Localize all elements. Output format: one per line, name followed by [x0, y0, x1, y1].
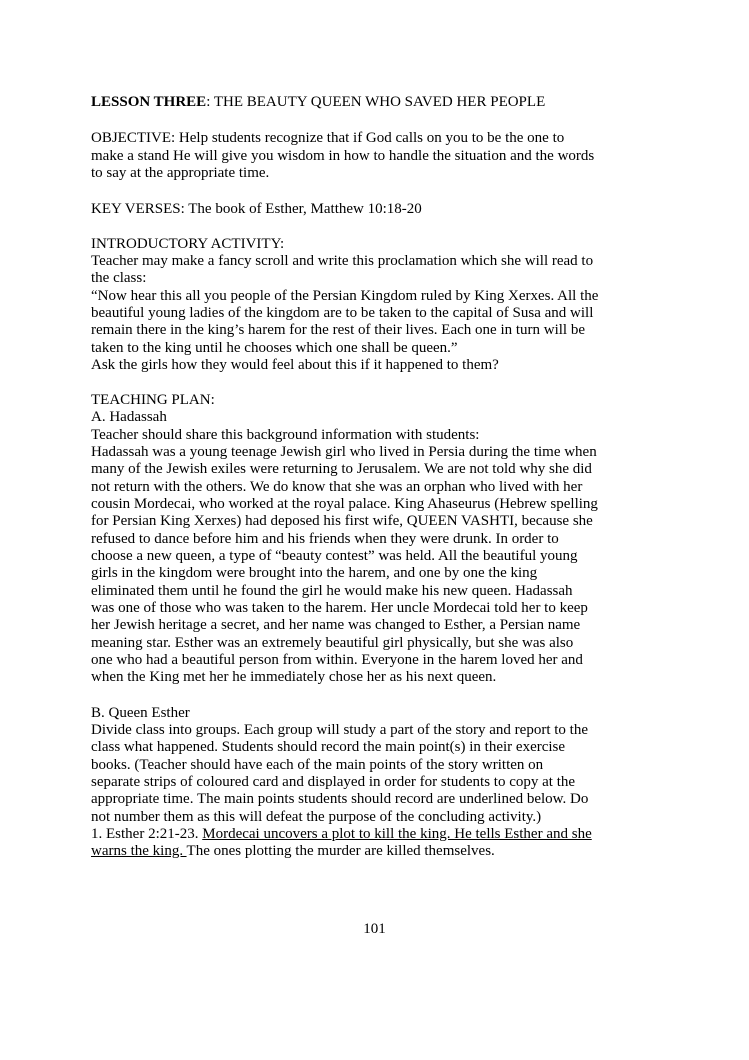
lesson-label: LESSON THREE: [91, 94, 207, 110]
section-a-line: refused to dance before him and his friends when they were drunk. In order to: [91, 531, 559, 547]
section-a-line: Teacher should share this background information with students:: [91, 427, 480, 443]
objective-line: OBJECTIVE: Help students recognize that if God calls on you to be the one to: [91, 130, 565, 146]
item-1-main-point: Mordecai uncovers a plot to kill the king. He tells Esther and she: [202, 826, 592, 842]
introductory-line: Teacher may make a fancy scroll and write this proclamation which she will read to: [91, 253, 594, 269]
section-a-line: her Jewish heritage a secret, and her name was changed to Esther, a Persian name: [91, 617, 581, 633]
section-b-line: separate strips of coloured card and displayed in order for students to copy at the: [91, 774, 576, 790]
section-b-line: appropriate time. The main points students should record are underlined below. Do: [91, 791, 589, 807]
section-a-line: for Persian King Xerxes) had deposed his first wife, QUEEN VASHTI, because she: [91, 513, 593, 529]
section-a-line: many of the Jewish exiles were returning to Jerusalem. We are not told why she did: [91, 461, 592, 477]
section-b-line: not number them as this will defeat the purpose of the concluding activity.): [91, 809, 542, 825]
item-1-line: [91, 843, 495, 860]
lesson-title-text: : THE BEAUTY QUEEN WHO SAVED HER PEOPLE: [206, 94, 546, 110]
section-a-heading: A. Hadassah: [91, 409, 167, 425]
lesson-title: [91, 94, 545, 111]
objective-line: to say at the appropriate time.: [91, 165, 270, 181]
introductory-line: remain there in the king’s harem for the rest of their lives. Each one in turn will be: [91, 322, 586, 338]
introductory-line: beautiful young ladies of the kingdom are to be taken to the capital of Susa and will: [91, 305, 594, 321]
section-b-heading: B. Queen Esther: [91, 705, 190, 721]
item-1-main-point-cont: warns the king.: [91, 843, 187, 859]
section-a-line: meaning star. Esther was an extremely beautiful girl physically, but she was also: [91, 635, 574, 651]
section-a-line: when the King met her he immediately chose her as his next queen.: [91, 669, 497, 685]
section-a-line: girls in the kingdom were brought into the harem, and one by one the king: [91, 565, 538, 581]
introductory-line: the class:: [91, 270, 147, 286]
section-b-line: class what happened. Students should record the main point(s) in their exercise: [91, 739, 566, 755]
introductory-heading: INTRODUCTORY ACTIVITY:: [91, 236, 285, 252]
page-number: 101: [363, 921, 386, 937]
section-a-line: was one of those who was taken to the harem. Her uncle Mordecai told her to keep: [91, 600, 588, 616]
section-a-line: eliminated them until he found the girl he would make his new queen. Hadassah: [91, 583, 573, 599]
introductory-line: taken to the king until he chooses which one shall be queen.”: [91, 340, 458, 356]
teaching-plan-heading: TEACHING PLAN:: [91, 392, 215, 408]
section-b-line: Divide class into groups. Each group will study a part of the story and report to the: [91, 722, 588, 738]
section-a-line: one who had a beautiful person from within. Everyone in the harem loved her and: [91, 652, 583, 668]
item-1-line: [91, 826, 592, 843]
introductory-line: Ask the girls how they would feel about this if it happened to them?: [91, 357, 499, 373]
introductory-line: “Now hear this all you people of the Persian Kingdom ruled by King Xerxes. All the: [91, 288, 599, 304]
section-a-line: not return with the others. We do know that she was an orphan who lived with her: [91, 479, 583, 495]
section-b-line: books. (Teacher should have each of the main points of the story written on: [91, 757, 544, 773]
section-a-line: Hadassah was a young teenage Jewish girl who lived in Persia during the time when: [91, 444, 597, 460]
item-1-reference: 1. Esther 2:21-23.: [91, 826, 203, 842]
section-a-line: choose a new queen, a type of “beauty contest” was held. All the beautiful young: [91, 548, 578, 564]
objective-line: make a stand He will give you wisdom in how to handle the situation and the words: [91, 148, 595, 164]
item-1-rest: The ones plotting the murder are killed themselves.: [186, 843, 495, 859]
section-a-line: cousin Mordecai, who worked at the royal palace. King Ahaseurus (Hebrew spelling: [91, 496, 598, 512]
key-verses: KEY VERSES: The book of Esther, Matthew 10:18-20: [91, 201, 422, 217]
